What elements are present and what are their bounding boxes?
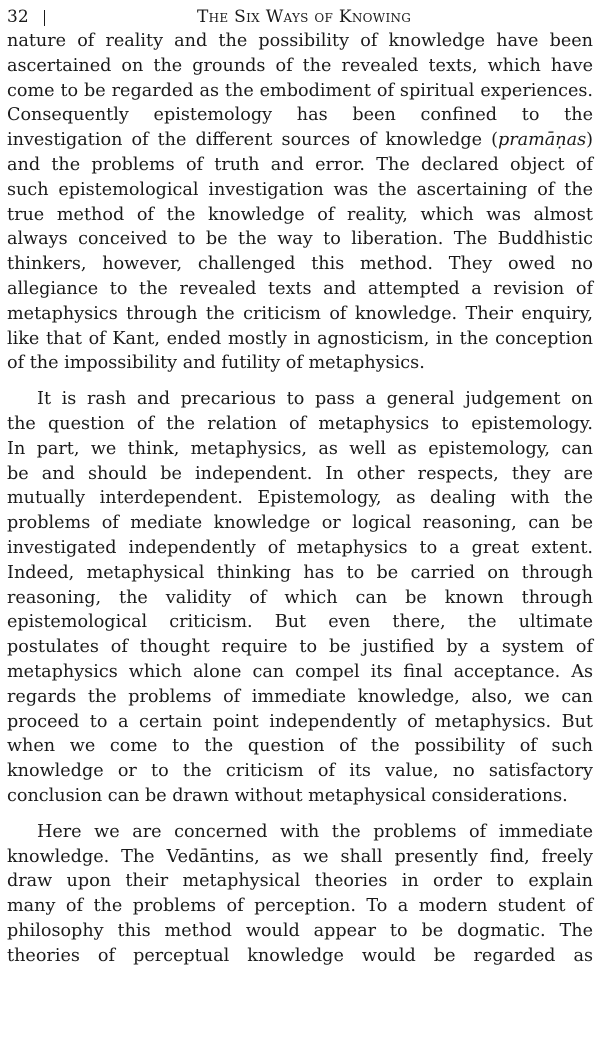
text-line: ascertained on the grounds of the revealed texts, which have (7, 55, 593, 76)
text-line: Indeed, metaphysical thinking has to be carried on through (7, 562, 593, 583)
text-line: knowledge or to the criticism of its value, no satisfactory (7, 761, 593, 782)
text-line: and the problems of truth and error. The declared object of (7, 154, 593, 175)
text-line: investigated independently of metaphysics to a great extent. (7, 537, 593, 558)
running-title: The Six Ways of Knowing (197, 7, 412, 27)
page-number: 32 (7, 7, 29, 27)
text-line: metaphysics which alone can compel its final acceptance. As (7, 661, 593, 682)
text-line: regards the problems of immediate knowledge, also, we can (7, 686, 593, 707)
text-line: epistemological criticism. But even there, the ultimate (7, 612, 593, 633)
text-line: allegiance to the revealed texts and attempted a revision of (7, 278, 593, 299)
text-line: many of the problems of perception. To a modern student of (7, 896, 593, 917)
text-line: In part, we think, metaphysics, as well as epistemology, can (7, 438, 593, 459)
text-line: investigation of the different sources of knowledge (pramāṇas) (7, 130, 593, 151)
text-line: postulates of thought require to be justified by a system of (7, 637, 593, 658)
text-line: philosophy this method would appear to be dogmatic. The (7, 920, 593, 941)
text-line: be and should be independent. In other respects, they are (7, 463, 593, 484)
text-line: proceed to a certain point independently of metaphysics. But (7, 711, 593, 732)
text-line: when we come to the question of the possibility of such (7, 736, 593, 757)
text-line: come to be regarded as the embodiment of spiritual experiences. (7, 80, 593, 101)
text-line: such epistemological investigation was the ascertaining of the (7, 179, 593, 200)
paragraph-1 (7, 29, 593, 376)
paragraph-2 (7, 387, 593, 809)
text-line: the question of the relation of metaphysics to epistemology. (7, 413, 593, 434)
running-head (7, 4, 593, 30)
body-text (7, 29, 593, 968)
text-line: of the impossibility and futility of metaphysics. (7, 353, 425, 374)
text-line: theories of perceptual knowledge would be regarded as (7, 945, 593, 966)
text-line: thinkers, however, challenged this method. They owed no (7, 254, 593, 275)
text-line: problems of mediate knowledge or logical reasoning, can be (7, 513, 593, 534)
header-divider (44, 10, 45, 26)
paragraph-3 (7, 820, 593, 969)
text-line: knowledge. The Vedāntins, as we shall presently find, freely (7, 846, 593, 867)
text-line: nature of reality and the possibility of knowledge have been (7, 31, 593, 51)
text-line: always conceived to be the way to liberation. The Buddhistic (7, 229, 593, 250)
text-line: Consequently epistemology has been confined to the (7, 105, 593, 126)
text-line: true method of the knowledge of reality, which was almost (7, 204, 593, 225)
text-line: mutually interdependent. Epistemology, as dealing with the (7, 488, 593, 509)
text-line: reasoning, the validity of which can be known through (7, 587, 593, 608)
text-line: It is rash and precarious to pass a general judgement on (37, 389, 593, 410)
text-line: Here we are concerned with the problems of immediate (37, 821, 593, 842)
text-line: like that of Kant, ended mostly in agnosticism, in the conception (7, 328, 593, 349)
text-line: metaphysics through the criticism of knowledge. Their enquiry, (7, 303, 593, 324)
text-line: draw upon their metaphysical theories in order to explain (7, 871, 593, 892)
text-line: conclusion can be drawn without metaphysical considerations. (7, 785, 568, 806)
